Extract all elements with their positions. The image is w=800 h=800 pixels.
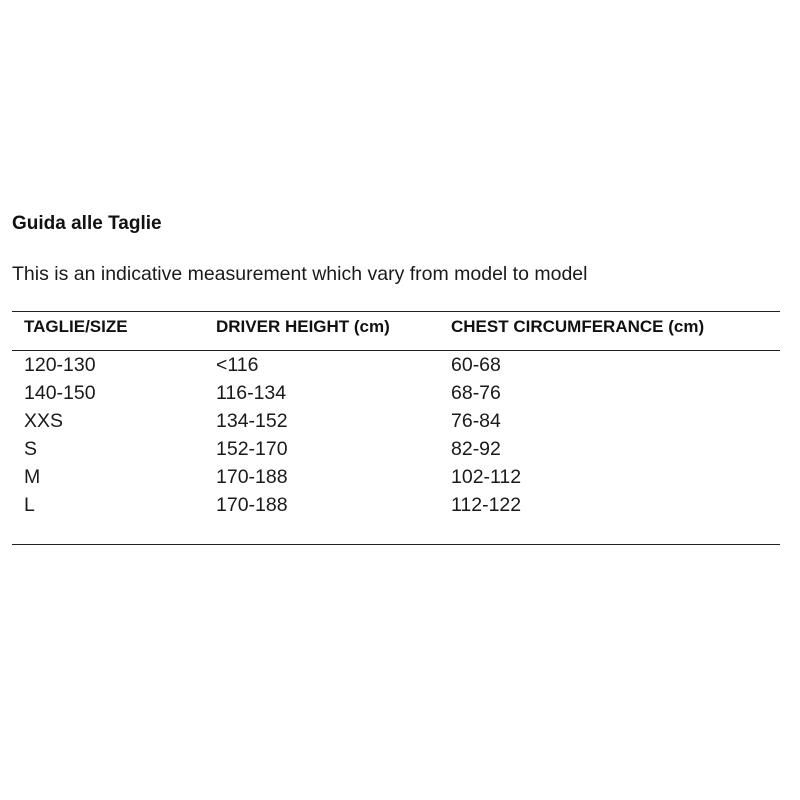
table-row <box>12 463 780 491</box>
column-header-chest-circumference: CHEST CIRCUMFERANCE (cm) <box>451 317 705 336</box>
cell-chest-circumference: 112-122 <box>451 494 522 516</box>
cell-driver-height: <116 <box>216 354 259 376</box>
size-table <box>12 311 780 545</box>
table-header-row <box>12 312 780 351</box>
cell-chest-circumference: 102-112 <box>451 466 522 488</box>
table-row <box>12 435 780 463</box>
page-title: Guida alle Taglie <box>12 213 162 234</box>
cell-size: L <box>24 494 35 516</box>
table-row <box>12 407 780 435</box>
cell-driver-height: 134-152 <box>216 410 288 432</box>
cell-size: S <box>24 438 38 460</box>
cell-size: 140-150 <box>24 382 96 404</box>
cell-size: M <box>24 466 41 488</box>
cell-driver-height: 170-188 <box>216 466 288 488</box>
table-body <box>12 351 780 519</box>
table-row <box>12 351 780 379</box>
table-row <box>12 379 780 407</box>
cell-chest-circumference: 60-68 <box>451 354 501 376</box>
cell-size: 120-130 <box>24 354 96 376</box>
cell-driver-height: 170-188 <box>216 494 288 516</box>
page-subtitle: This is an indicative measurement which vary from model to model <box>12 263 588 285</box>
cell-chest-circumference: 68-76 <box>451 382 501 404</box>
column-header-driver-height: DRIVER HEIGHT (cm) <box>216 317 390 336</box>
cell-chest-circumference: 82-92 <box>451 438 501 460</box>
cell-driver-height: 152-170 <box>216 438 288 460</box>
cell-size: XXS <box>24 410 64 432</box>
cell-chest-circumference: 76-84 <box>451 410 501 432</box>
column-header-size: TAGLIE/SIZE <box>24 317 128 336</box>
table-row <box>12 491 780 519</box>
cell-driver-height: 116-134 <box>216 382 287 404</box>
